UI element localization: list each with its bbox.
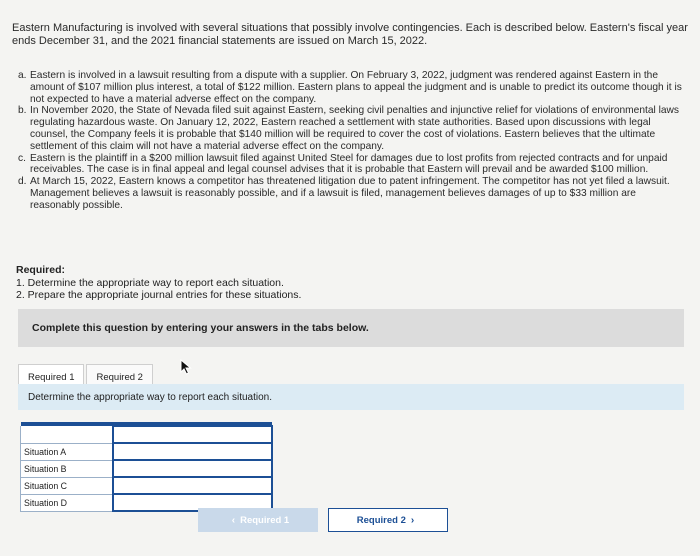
- situation-a-input[interactable]: [114, 444, 275, 459]
- situation-item-b: [18, 105, 684, 152]
- situation-text: In November 2020, the State of Nevada filed suit against Eastern, seeking civil penalties and injunctive relief for violations of environmental laws regulating hazardous waste. On January 12, 2022, Eastern reached a settlement with state authorities. Based upon discussions with legal counsel, the Company feels it is probable that $140 million will be required to cover the cost of violations. Eastern believes that the ultimate settlement of this claim will not have a material adverse effect on the company.: [30, 105, 679, 152]
- chevron-left-icon: ‹: [231, 514, 236, 526]
- situation-marker: d.: [18, 176, 27, 188]
- prev-required-button[interactable]: [198, 508, 318, 532]
- situation-text: Eastern is involved in a lawsuit resulting from a dispute with a supplier. On February 3, 2022, judgment was rendered against Eastern in the amount of $107 million plus interest, a total of $122 million. Eastern plans to appeal the judgment and is unable to predict its outcome though it is not expected to have a material adverse effect on the company.: [30, 70, 682, 105]
- situation-a-label: Situation A: [21, 443, 114, 460]
- answer-table: [20, 422, 273, 512]
- situation-b-input[interactable]: [114, 461, 275, 476]
- mouse-cursor-icon: [180, 359, 194, 375]
- problem-intro: Eastern Manufacturing is involved with several situations that possibly involve contingencies. Each is described below. Eastern's fiscal year ends December 31, and the 2021 financial statements are issued on March 15, 2022.: [12, 22, 688, 47]
- situation-item-a: [18, 70, 684, 105]
- table-row: [21, 460, 273, 477]
- table-row: [21, 426, 273, 443]
- instruction-bar: [18, 384, 684, 410]
- blank-label-cell: [21, 426, 114, 443]
- chevron-right-icon: ›: [410, 514, 415, 526]
- situation-item-d: [18, 176, 684, 211]
- required-item-2: 2. Prepare the appropriate journal entries for these situations.: [16, 289, 302, 301]
- instructions-panel: [18, 309, 684, 347]
- situation-a-cell[interactable]: [113, 443, 272, 460]
- blank-input-cell: [113, 426, 272, 443]
- next-button-label: Required 2: [356, 514, 406, 526]
- tab-required-2[interactable]: Required 2: [86, 364, 152, 392]
- panel-text: Complete this question by entering your answers in the tabs below.: [32, 322, 369, 334]
- situation-text: Eastern is the plaintiff in a $200 million lawsuit filed against United Steel for damages due to lost profits from rejected contracts and for unpaid receivables. The case is in final appeal and legal counsel advises that it is probable that Eastern will prevail and be awarded $100 million.: [30, 152, 668, 176]
- situation-text: At March 15, 2022, Eastern knows a competitor has threatened litigation due to patent infringement. The competitor has not yet filed a lawsuit. Management believes a lawsuit is reasonably possible, and if a lawsuit is filed, management believes damages of up to $33 million are reasonably possible.: [30, 176, 670, 211]
- table-row: [21, 443, 273, 460]
- situation-b-label: Situation B: [21, 460, 114, 477]
- situation-item-c: [18, 153, 684, 177]
- situation-d-label: Situation D: [21, 494, 114, 511]
- prev-button-label: Required 1: [240, 514, 290, 526]
- required-title: Required:: [16, 264, 66, 276]
- situation-c-label: Situation C: [21, 477, 114, 494]
- next-required-button[interactable]: [328, 508, 448, 532]
- situation-b-cell[interactable]: [113, 460, 272, 477]
- situation-marker: c.: [18, 152, 26, 164]
- situation-list: [18, 70, 684, 212]
- required-item-1: 1. Determine the appropriate way to report each situation.: [16, 276, 284, 289]
- situation-marker: a.: [18, 70, 27, 81]
- table-row: [21, 477, 273, 494]
- instruction-text: Determine the appropriate way to report each situation.: [28, 391, 273, 403]
- situation-c-cell[interactable]: [113, 477, 272, 494]
- situation-c-input[interactable]: [114, 478, 275, 493]
- situation-marker: b.: [18, 105, 27, 117]
- required-section: [16, 264, 301, 302]
- tab-required-1[interactable]: Required 1: [18, 364, 84, 392]
